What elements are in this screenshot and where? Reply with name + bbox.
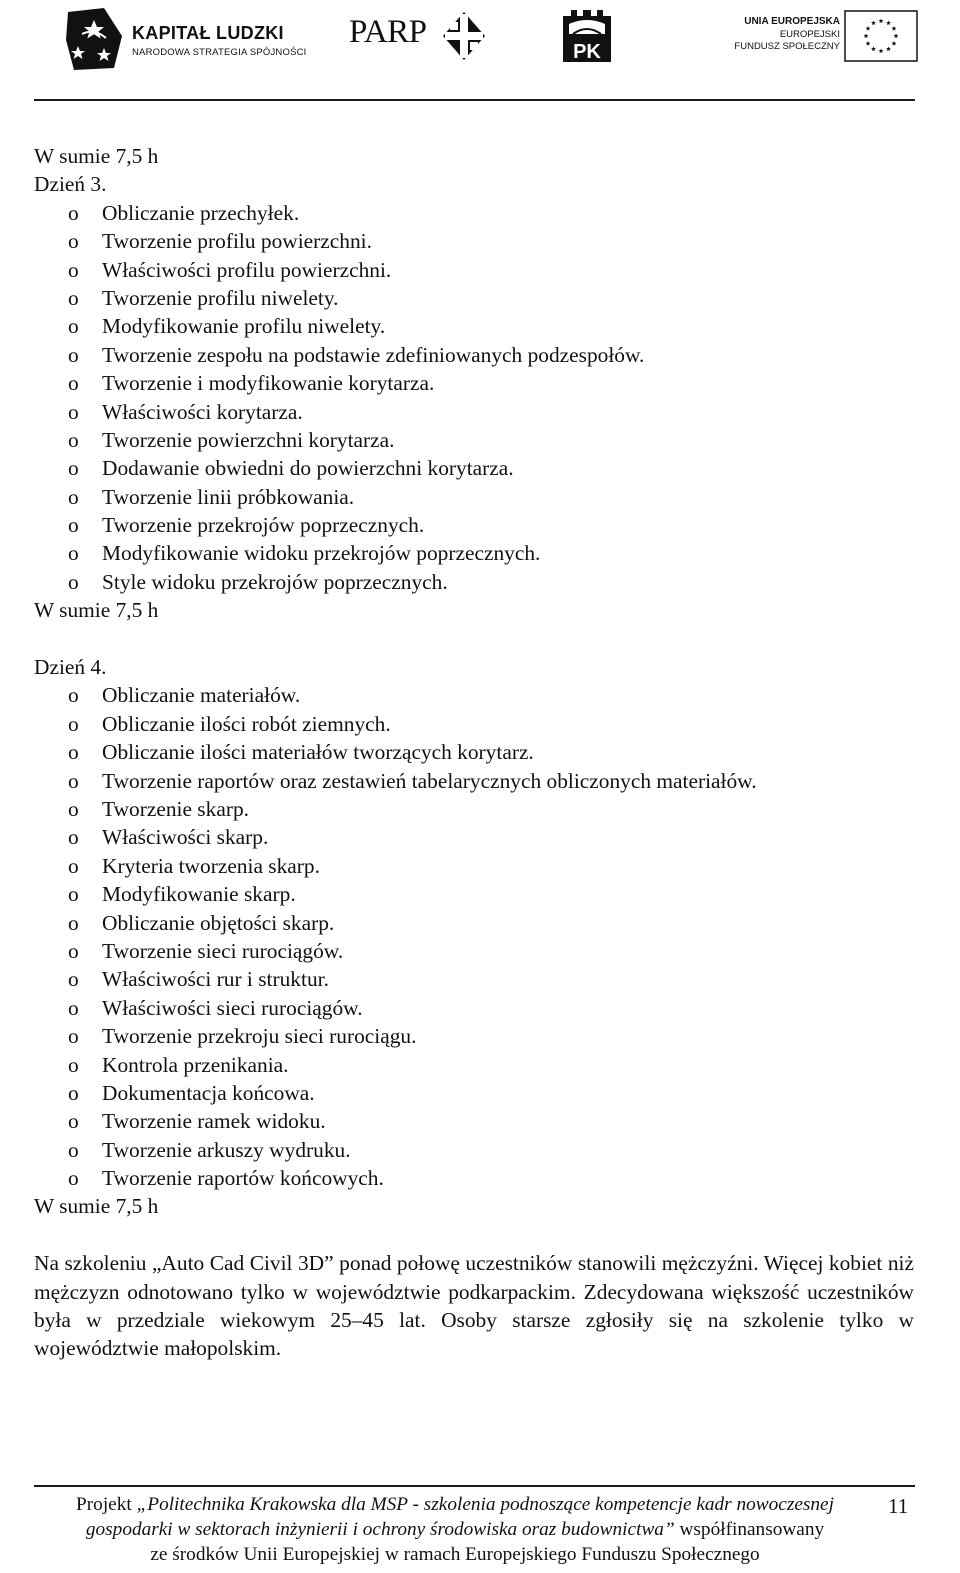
list-item	[34, 312, 914, 340]
list-item-text: Dodawanie obwiedni do powierzchni korytarza.	[102, 456, 514, 481]
list-item	[34, 511, 914, 539]
list-item	[34, 681, 914, 709]
list-item	[34, 483, 914, 511]
parp-wordmark: PARP	[349, 14, 427, 50]
list-item-text: Tworzenie ramek widoku.	[102, 1109, 326, 1134]
list-item-text: Właściwości korytarza.	[102, 399, 303, 424]
list-item-text: Tworzenie sieci rurociągów.	[102, 938, 344, 963]
bullet-marker: o	[68, 1137, 79, 1162]
bullet-marker: o	[68, 342, 79, 367]
bullet-marker: o	[68, 740, 79, 765]
list-item-text: Tworzenie przekrojów poprzecznych.	[102, 513, 425, 538]
list-item-text: Tworzenie raportów oraz zestawień tabelarycznych obliczonych materiałów.	[102, 768, 757, 793]
day3-list	[34, 199, 914, 596]
bullet-marker: o	[68, 768, 79, 793]
list-item-text: Modyfikowanie profilu niwelety.	[102, 314, 386, 339]
list-item-text: Dokumentacja końcowa.	[102, 1080, 315, 1105]
list-item	[34, 1051, 914, 1079]
list-item	[34, 539, 914, 567]
list-item-text: Tworzenie powierzchni korytarza.	[102, 427, 395, 452]
day4-total: W sumie 7,5 h	[34, 1194, 159, 1219]
document-body	[34, 142, 914, 1384]
page-footer	[34, 1492, 876, 1567]
list-item	[34, 823, 914, 851]
day4-list	[34, 681, 914, 1192]
list-item	[34, 795, 914, 823]
list-item-text: Modyfikowanie skarp.	[102, 882, 296, 907]
bullet-marker: o	[68, 1109, 79, 1134]
kapital-ludzki-title: KAPITAŁ LUDZKI	[132, 23, 284, 43]
bullet-marker: o	[68, 882, 79, 907]
eu-line-1: UNIA EUROPEJSKA	[744, 16, 840, 27]
bullet-marker: o	[68, 314, 79, 339]
eu-line-2: EUROPEJSKI	[779, 28, 840, 40]
bullet-marker: o	[68, 1024, 79, 1049]
list-item	[34, 341, 914, 369]
list-item	[34, 398, 914, 426]
bullet-marker: o	[68, 456, 79, 481]
list-item	[34, 568, 914, 596]
eu-logo-text	[734, 16, 840, 54]
page-number: 11	[888, 1494, 909, 1518]
list-item	[34, 965, 914, 993]
spacer	[34, 625, 914, 653]
list-item-text: Tworzenie arkuszy wydruku.	[102, 1137, 351, 1162]
list-item	[34, 1164, 914, 1192]
list-item	[34, 369, 914, 397]
bullet-marker: o	[68, 1052, 79, 1077]
bullet-marker: o	[68, 796, 79, 821]
eu-line-3: FUNDUSZ SPOŁECZNY	[734, 41, 840, 52]
bullet-marker: o	[68, 853, 79, 878]
list-item-text: Kontrola przenikania.	[102, 1052, 289, 1077]
bullet-marker: o	[68, 825, 79, 850]
list-item	[34, 284, 914, 312]
kapital-ludzki-subtitle: NARODOWA STRATEGIA SPÓJNOŚCI	[132, 47, 307, 58]
parp-logo	[349, 10, 489, 62]
list-item-text: Tworzenie raportów końcowych.	[102, 1166, 384, 1191]
bullet-marker: o	[68, 371, 79, 396]
list-item	[34, 767, 914, 795]
list-item	[34, 710, 914, 738]
bullet-marker: o	[68, 229, 79, 254]
list-item-text: Właściwości sieci rurociągów.	[102, 995, 363, 1020]
list-item-text: Obliczanie objętości skarp.	[102, 910, 335, 935]
list-item-text: Tworzenie linii próbkowania.	[102, 484, 355, 509]
list-item	[34, 1136, 914, 1164]
list-item-text: Style widoku przekrojów poprzecznych.	[102, 569, 448, 594]
kapital-ludzki-logo	[64, 6, 307, 72]
list-item-text: Modyfikowanie widoku przekrojów poprzecznych.	[102, 541, 541, 566]
pk-castle-icon	[561, 8, 613, 64]
list-item-text: Tworzenie i modyfikowanie korytarza.	[102, 371, 435, 396]
bullet-marker: o	[68, 683, 79, 708]
intro-total: W sumie 7,5 h	[34, 144, 159, 168]
list-item	[34, 454, 914, 482]
bullet-marker: o	[68, 285, 79, 310]
list-item-text: Tworzenie przekroju sieci rurociągu.	[102, 1024, 417, 1049]
summary-paragraph: Na szkoleniu „Auto Cad Civil 3D” ponad połowę uczestników stanowili mężczyźni. Więcej kobiet niż mężczyzn odnotowano tylko w województwie podkarpackim. Zdecydowana większość uczestników była w przedziale wiekowym 25–45 lat. Osoby starsze zgłosiły się na szkolenie tylko w województwie małopolskim.	[34, 1251, 914, 1361]
politechnika-krakowska-logo	[561, 8, 613, 64]
list-item	[34, 256, 914, 284]
bullet-marker: o	[68, 1080, 79, 1105]
day4-heading: Dzień 4.	[34, 655, 107, 680]
footer-funding-line: ze środków Unii Europejskiej w ramach Europejskiego Funduszu Społecznego	[150, 1544, 760, 1565]
day3-total: W sumie 7,5 h	[34, 598, 159, 623]
bullet-marker: o	[68, 711, 79, 736]
bullet-marker: o	[68, 910, 79, 935]
day3-heading: Dzień 3.	[34, 172, 107, 197]
list-item	[34, 1079, 914, 1107]
list-item	[34, 937, 914, 965]
list-item-text: Obliczanie przechyłek.	[102, 200, 300, 225]
list-item	[34, 199, 914, 227]
bullet-marker: o	[68, 399, 79, 424]
bullet-marker: o	[68, 938, 79, 963]
footer-divider	[34, 1485, 915, 1487]
list-item	[34, 738, 914, 766]
list-item-text: Tworzenie profilu niwelety.	[102, 285, 339, 310]
header-divider	[34, 99, 915, 101]
list-item-text: Tworzenie skarp.	[102, 796, 249, 821]
page-header	[34, 0, 914, 100]
bullet-marker: o	[68, 569, 79, 594]
bullet-marker: o	[68, 541, 79, 566]
bullet-marker: o	[68, 995, 79, 1020]
spacer	[34, 1221, 914, 1249]
kapital-ludzki-emblem-icon	[64, 6, 126, 72]
list-item-text: Właściwości profilu powierzchni.	[102, 257, 392, 282]
list-item-text: Obliczanie materiałów.	[102, 683, 301, 708]
list-item	[34, 426, 914, 454]
list-item-text: Właściwości rur i struktur.	[102, 967, 329, 992]
list-item	[34, 909, 914, 937]
bullet-marker: o	[68, 427, 79, 452]
list-item-text: Tworzenie zespołu na podstawie zdefiniowanych podzespołów.	[102, 342, 645, 367]
bullet-marker: o	[68, 513, 79, 538]
list-item	[34, 852, 914, 880]
list-item-text: Tworzenie profilu powierzchni.	[102, 229, 372, 254]
bullet-marker: o	[68, 484, 79, 509]
list-item	[34, 1107, 914, 1135]
pk-letters: PK	[573, 41, 601, 63]
list-item-text: Kryteria tworzenia skarp.	[102, 853, 320, 878]
list-item-text: Obliczanie ilości materiałów tworzących korytarz.	[102, 740, 534, 765]
parp-diamond-icon	[441, 10, 487, 62]
list-item	[34, 880, 914, 908]
bullet-marker: o	[68, 1166, 79, 1191]
list-item	[34, 1022, 914, 1050]
bullet-marker: o	[68, 200, 79, 225]
footer-cofinanced: współfinansowany	[674, 1519, 825, 1540]
list-item	[34, 227, 914, 255]
list-item-text: Obliczanie ilości robót ziemnych.	[102, 711, 391, 736]
footer-prefix: Projekt	[76, 1494, 137, 1515]
bullet-marker: o	[68, 967, 79, 992]
eu-logo	[698, 10, 918, 62]
list-item-text: Właściwości skarp.	[102, 825, 269, 850]
bullet-marker: o	[68, 257, 79, 282]
footer-project-title: „Politechnika Krakowska dla MSP - szkolenia podnoszące kompetencje kadr nowoczesnej gospodarki w sektorach inżynierii i ochrony środowiska oraz budownictwa”	[85, 1494, 834, 1540]
eu-flag-icon	[844, 10, 918, 62]
list-item	[34, 994, 914, 1022]
